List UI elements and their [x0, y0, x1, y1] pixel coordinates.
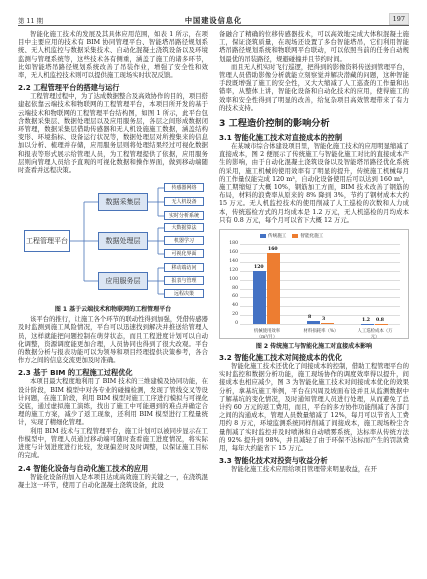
section-heading: 3.2 智能化施工技术对间接成本的优化 — [219, 353, 343, 363]
chapter-heading: 3 工程造价控制的影响分析 — [219, 118, 330, 130]
legend-item: 智能化施工 — [292, 233, 323, 239]
section-heading: 2.4 智能化设备与自动化施工技术的应用 — [18, 463, 149, 473]
paragraph: 智能化施工技术应用给项目管理带来明显收益，在开 — [231, 466, 377, 474]
item-node: 远程决策 — [164, 289, 204, 298]
figure-caption: 图 1 基于云端技术和物联网的工程管理平台 — [54, 306, 172, 314]
paragraph: 本项目最大程度地利用了 BIM 技术的三维建模及协同功能，在设计阶段，BIM 模型中对各专业的碰撞检测，发现了管线交叉等设计问题，在施工阶段，利用 BIM 模型对施工工序进行模拟与可视化交底，通过虚拟施工演练，找出了施工中可能遇到的难点并确定合理的施工方案，减少了返工现象，还利用 BIM 模型进行工程量统计，实现了精细化管理。 — [18, 378, 208, 427]
paragraph: 在某城市综合体建设项目里，智能化施工技术的应用明显缩减了直接成本，图 2 便展示了传统施工与智能化施工对比的直接成本产生的影响，由于自动化混凝土浇筑设备以及智能塔吊路径优化系统的采用，施工机械的使用效率有了明显的提升，传统施工机械每月的工作量仅能完成 120 m³，自动化设备使用后可以达到 160 m³，施工期缩短了大概 10%，钢筋加工方面，BIM 技术改善了钢筋的布局，材料的浪费率从原来的 8% 降到 3%，节约了钢材成本大约 15 万元。无人机监控技术的使用削减了人工巡检的次数和人力成本，传统巡检方式的月均成本是 1.2 万元，无人机巡检的月均成本只有 0.8 万元，每个月可以省下大概 12 万元。 — [219, 143, 409, 224]
data-label: 0.8 — [376, 317, 384, 323]
section-heading: 3.3 智能化技术对投资与收益分析 — [219, 456, 328, 466]
data-label: 1.2 — [362, 317, 370, 323]
gridline — [240, 262, 400, 263]
page-number: 197 — [389, 13, 409, 25]
y-tick-label: 180 — [229, 241, 238, 247]
y-tick-label: 20 — [232, 312, 238, 318]
chart-legend — [260, 233, 323, 239]
paragraph: 备融合了精确的位移传感器技术，可以高效地完成大体积混凝土施工，保证浇筑质量，在现场还设置了多台智能塔吊，它们利用智能塔吊路径规划系统和物联网平台联动，可以依照当前的任务自动规划最优的吊装路径，规避碰撞并且节约时间。 — [219, 31, 409, 63]
layer-node: 应用服务层 — [98, 272, 148, 290]
item-node: 移动端访问 — [164, 263, 204, 272]
header-rule — [18, 25, 409, 26]
y-tick-label: 80 — [232, 285, 238, 291]
item-node: 大数据算法 — [164, 223, 204, 232]
bar — [267, 253, 280, 324]
bar — [321, 323, 334, 324]
bar — [361, 324, 374, 325]
platform-diagram — [18, 180, 208, 302]
data-label: 120 — [254, 264, 264, 270]
paragraph: 利用 BIM 技术与工程管理平台，施工计划可以被同步显示在工作模型中，管理人员通过移动端可随时查看施工进度情况，将实际进度与计划进度进行比较，发现偏差时及时调整，以保证施工目标的完成。 — [18, 427, 208, 460]
item-node: 传感器网络 — [164, 183, 204, 192]
paragraph: 智能化施工技术还优化了间接成本的控制，借助工程管理平台的实时监控和数据分析功能，施工现场协作的调度效率得以提升，间接成本也相应减少，图 3 为智能化施工技术对间接成本优化的效果分析，拿基坑施工举例，平台在四周及坡面布设并且从监测数据中了解基坑的变化情况，及时通知管理人员进行处理，从而避免了总计约 60 万元的返工费用，而且，平台的多方协作功能削减了各部门之间的沟通成本，管理人员数量缩减了 12%，每月可以节省人工费用约 8 万元，环境监测系统同样削减了间接成本，施工现场粉尘含量削减了实时监控并及时喷淋和自动喷雾系统，达标率从传统方法的 92% 提升到 98%，并且减轻了由于环保不达标而产生的罚款费用，每年大约能省下 15 万元。 — [219, 363, 409, 453]
item-node: 报表与管理 — [164, 276, 204, 285]
x-tick-label: 人工巡检成本（万元） — [357, 329, 393, 341]
y-tick-label: 120 — [229, 267, 238, 273]
legend-item: 传统施工 — [260, 233, 286, 239]
cost-comparison-chart — [219, 229, 409, 339]
y-tick-label: 100 — [229, 276, 238, 282]
item-node: 无人机设备 — [164, 197, 204, 206]
section-heading: 2.3 基于 BIM 的工程施工过程优化 — [18, 368, 133, 378]
section-heading: 2.2 工程管理平台的搭建与运行 — [18, 83, 120, 93]
paragraph: 该平台的推行，让施工各个环节的联动性得到加强，凭借传感器及时监测到施工风险情况，平台可以迅速找到解决并推送给管理人员，这样就能把问题控制在萌芽状态，而且工程进度计划可以自动化调整，资源调度能更加合理，人员协同也得到了很大改观。平台的数据分析与报表功能可以为领导和项目经理提供决策参考，各合作方之间的信息交流更加及时准确。 — [18, 316, 208, 365]
y-tick-label: 60 — [232, 294, 238, 300]
layer-node: 数据采集层 — [98, 193, 148, 211]
y-tick-label: 140 — [229, 258, 238, 264]
data-label: 8 — [308, 314, 312, 320]
layer-node: 数据处理层 — [98, 232, 148, 250]
data-label: 3 — [322, 316, 326, 322]
left-column — [18, 31, 208, 490]
y-tick-label: 160 — [229, 249, 238, 255]
y-tick-label: 0 — [235, 321, 238, 327]
gridline — [240, 253, 400, 254]
paragraph: 智能化施工技术的发展及其具体应用范围，如表 1 所示，在项目中主要应用的技术有 BIM 协同管理平台、智能塔吊路径规划系统、无人机监控与数据采集技术、自动化混凝土浇筑设备以及环境监测与管理系统等，这些技术各有侧重，涵盖了施工的诸多环节，比如智能塔吊路径规划系统改善了吊装作业，增强了安全性和效率，无人机监控技术则可以提供施工现场实时状况反馈。 — [18, 31, 208, 80]
issue-number: 第 11 期 — [18, 17, 43, 25]
y-tick-label: 40 — [232, 303, 238, 309]
x-tick-label: 机械使用效率（m³/月） — [253, 329, 281, 341]
item-node: 实时分析系统 — [164, 211, 204, 220]
paragraph: 工程管理过程中，为了达成数据整合及高效协作的目的，项目搭建起依靠云端技术和物联网的工程管理平台，本项目所开发的基于云端技术和物联网的工程管理平台结构图，如图 1 所示，此平台包含数据采集层、数据处理层以及应用服务层，各层之间形成数据闭环管理，数据采集层借助传感器和无人机设施施工数据，涵盖结构变形、环境指标、设备运行状况等，数据处理层对所搜集来的信息加以分析、梳理并存储，应用服务层则将处理结果经过可视化数据和报表等形式展示给管理人员，为工程管理提供了依据，应用服务层则向管理人员给予直观的可视化数据和操作界面，做到移动端随时查看并远程决策。 — [18, 93, 208, 175]
page-header — [18, 10, 409, 26]
gridline — [240, 244, 400, 245]
data-label: 160 — [268, 246, 278, 252]
section-heading: 3.1 智能化施工技术对直接成本的控制 — [219, 133, 343, 143]
journal-title: 中国建设信息化 — [184, 16, 243, 25]
platform-node: 工程管理平台 — [24, 230, 70, 252]
x-tick-label: 材料损耗率（%） — [303, 329, 339, 335]
item-node: 可视化界面 — [164, 249, 204, 258]
figure-caption: 图 2 传统施工与智能化施工对直接成本影响 — [255, 343, 373, 351]
paragraph: 而且无人机实时飞行巡逻，把得到的影像资料传送到管理平台，管理人员借助影像分析就能立刻察觉并解决潜藏的问题，这种智能手段既增强了施工的安全性，又大大缩减了人工巡查的工作量和出错率，从整体上讲，智能化设备和自动化技术的应用，使得施工的效率和安全性得到了明显的改善，给复杂项目高效管理带来了有力的技术支持。 — [219, 63, 409, 112]
bar — [307, 321, 320, 325]
bar — [375, 324, 388, 325]
paragraph: 智能化设备的加入是本项目达成高效施工的关键之一，在浇筑混凝土这一环节，使用了自动化混凝土浇筑设备，此设 — [18, 473, 208, 489]
item-node: 机器学习 — [164, 236, 204, 245]
right-column — [219, 31, 409, 475]
bar — [253, 271, 266, 324]
